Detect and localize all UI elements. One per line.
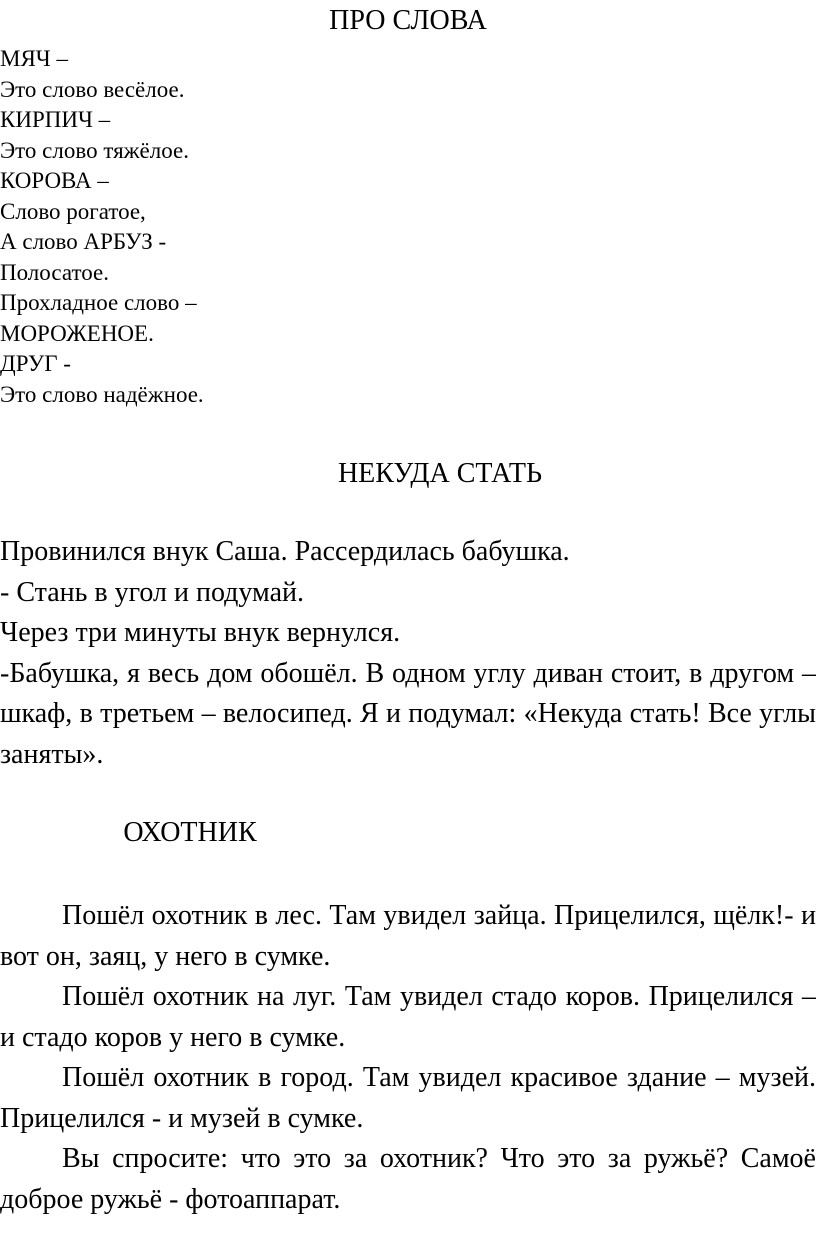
poem-line: Это слово надёжное. [0, 381, 204, 407]
poem-line: Это слово тяжёлое. [0, 137, 189, 163]
poem-line: Полосатое. [0, 259, 109, 285]
story-title-okhotnik: ОХОТНИК [123, 817, 257, 848]
story-paragraph: -Бабушка, я весь дом обошёл. В одном углу диван стоит, в другом – шкаф, в третьем – велосипед. Я и подумал: «Некуда стать! Все углы заняты». [0, 657, 816, 770]
poem-line: МЯЧ – [0, 46, 68, 71]
story-paragraph: Пошёл охотник в город. Там увидел красивое здание – музей. Прицелился - и музей в сумке. [0, 1062, 816, 1134]
poem-line: КИРПИЧ – [0, 107, 111, 132]
story-paragraph: - Стань в угол и подумай. [0, 576, 304, 608]
poem-pro-slova [0, 44, 816, 410]
story-title-nekuda-stat: НЕКУДА СТАТЬ [337, 458, 543, 489]
poem-line: Слово рогатое, [0, 198, 146, 224]
poem-line: КОРОВА – [0, 168, 109, 193]
story-okhotnik [0, 896, 816, 1220]
poem-title-pro-slova: ПРО СЛОВА [329, 5, 487, 36]
story-nekuda-stat [0, 532, 816, 775]
story-paragraph: Вы спросите: что это за охотник? Что это за ружьё? Самоё доброе ружьё - фотоаппарат. [0, 1143, 816, 1215]
poem-line: ДРУГ - [0, 351, 71, 376]
story-paragraph: Пошёл охотник в лес. Там увидел зайца. Прицелился, щёлк!- и вот он, заяц, у него в сумке. [0, 900, 816, 972]
poem-line: Это слово весёлое. [0, 76, 185, 102]
story-paragraph: Через три минуты внук вернулся. [0, 617, 401, 648]
story-paragraph: Провинился внук Саша. Рассердилась бабушка. [0, 536, 570, 567]
poem-line: А слово АРБУЗ - [0, 229, 167, 254]
story-paragraph: Пошёл охотник на луг. Там увидел стадо коров. Прицелился – и стадо коров у него в сумке. [0, 981, 816, 1053]
poem-line: МОРОЖЕНОЕ. [0, 320, 154, 346]
poem-line: Прохладное слово – [0, 290, 197, 315]
